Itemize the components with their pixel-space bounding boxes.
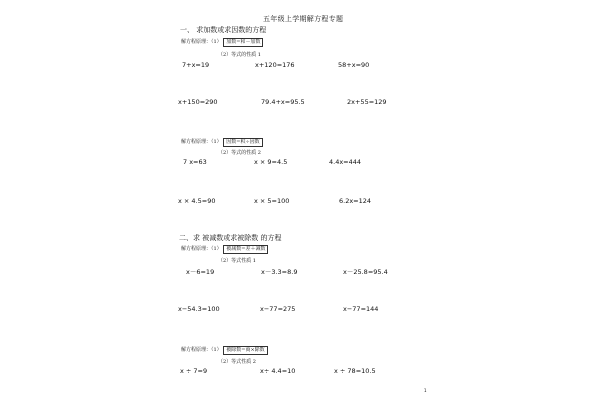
section1-property1: （2）等式的性质 1 (218, 52, 261, 58)
section2-heading: 二、求 被减数或求被除数 的方程 (179, 234, 282, 242)
equation: x+120=176 (255, 61, 295, 69)
principle-label: 解方程原理：（1） (181, 139, 222, 145)
equation: 7+x=19 (182, 61, 210, 69)
equation: x ÷ 78=10.5 (334, 367, 376, 375)
equation: 6.2x=124 (339, 197, 372, 205)
principle-label: 解方程原理：（1） (181, 246, 222, 252)
equation: x－3.3=8.9 (261, 268, 298, 276)
equation: 2x+55=129 (347, 98, 387, 106)
principle-box: 被减数=差＋减数 (223, 245, 268, 254)
page-title: 五年级上学期解方程专题 (263, 15, 344, 23)
equation: x ÷ 7=9 (180, 367, 208, 375)
equation: x × 5=100 (254, 197, 290, 205)
equation: x－6=19 (186, 268, 215, 276)
principle-box: 因数=积÷因数 (223, 138, 262, 147)
equation: 79.4+x=95.5 (261, 98, 305, 106)
principle-label: 解方程原理：（1） (181, 39, 222, 45)
equation: x−77=275 (260, 305, 296, 313)
equation: x × 9=4.5 (254, 158, 288, 166)
equation: 4.4x=444 (329, 158, 362, 166)
equation: 58+x=90 (338, 61, 370, 69)
equation: 7 x=63 (183, 158, 207, 166)
principle-box: 加数=和－加数 (223, 38, 263, 47)
equation: x－25.8=95.4 (343, 268, 388, 276)
equation: x÷ 4.4=10 (260, 367, 296, 375)
page-number: 1 (424, 388, 427, 393)
section2-property1: （2）等式性质 1 (218, 258, 256, 264)
equation: x+150=290 (178, 98, 218, 106)
section1-principle2 (181, 138, 263, 147)
section1-property2: （2）等式的性质 2 (218, 150, 261, 156)
principle-label: 解方程原理：（1） (181, 347, 222, 353)
equation: x−54.3=100 (178, 305, 220, 313)
section2-principle2 (181, 346, 268, 355)
section1-heading: 一、 求加数或求因数的方程 (180, 26, 267, 34)
equation: x−77=144 (343, 305, 379, 313)
equation: x × 4.5=90 (178, 197, 216, 205)
section2-property2: （2）等式性质 2 (218, 359, 256, 365)
principle-box: 被除数=商×除数 (223, 346, 267, 355)
section2-principle1 (181, 245, 268, 254)
section1-principle1 (181, 38, 263, 47)
